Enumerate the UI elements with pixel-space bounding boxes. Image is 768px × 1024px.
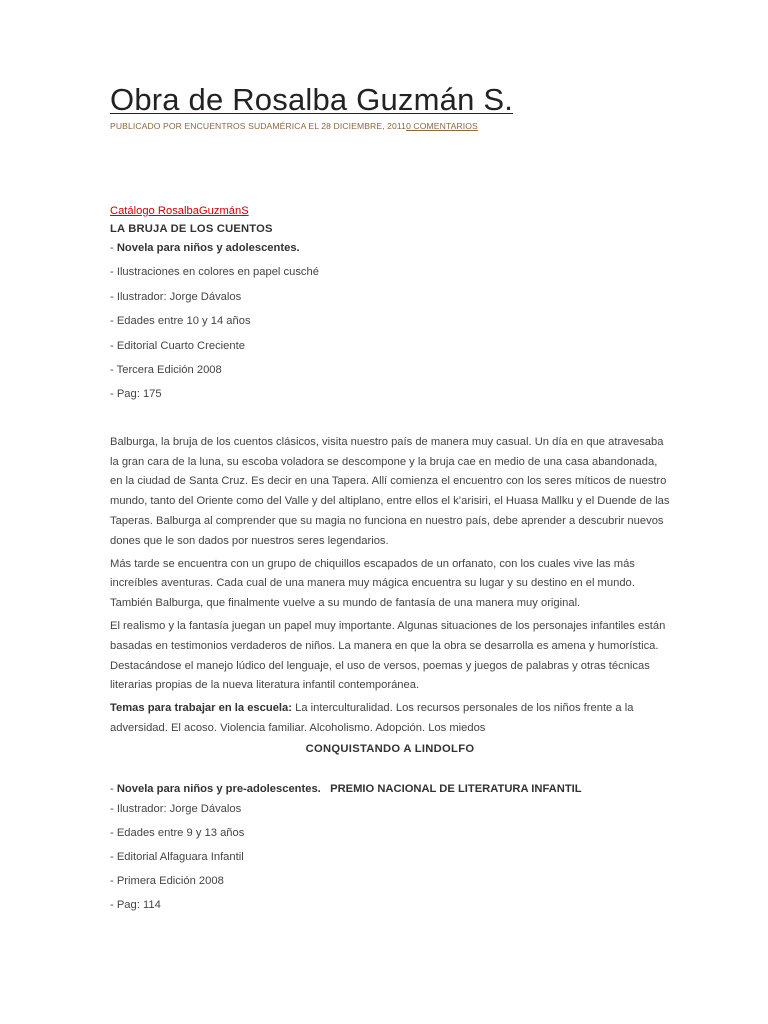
book-spec: - Pag: 114: [110, 899, 161, 912]
post-meta: [110, 121, 478, 131]
spacer: [110, 759, 670, 779]
book-title-1: LA BRUJA DE LOS CUENTOS: [110, 223, 273, 235]
book-spec: - Ilustrador: Jorge Dávalos: [110, 802, 242, 815]
book-title-2: CONQUISTANDO A LINDOLFO: [305, 742, 475, 755]
post-meta-text: PUBLICADO POR ENCUENTROS SUDAMÉRICA EL 28 DICIEMBRE, 2011: [110, 121, 407, 131]
post-body: [110, 203, 670, 920]
comments-link[interactable]: 0 COMENTARIOS: [406, 121, 478, 131]
book-spec: - Tercera Edición 2008: [110, 363, 222, 376]
book-spec: - Ilustrador: Jorge Dávalos: [110, 290, 242, 303]
themes-label: Temas para trabajar en la escuela:: [110, 702, 292, 715]
book-spec: - Primera Edición 2008: [110, 875, 224, 888]
book-spec: - Pag: 175: [110, 388, 162, 401]
spacer: [110, 409, 670, 433]
book-genre-2: [110, 779, 670, 799]
genre-text: Novela para niños y adolescentes.: [116, 242, 300, 254]
catalog-link[interactable]: Catálogo RosalbaGuzmánS: [110, 205, 249, 217]
synopsis-paragraph: Más tarde se encuentra con un grupo de chiquillos escapados de un orfanato, con los cuales vive las más increíbles aventuras. Cada cual de una manera muy mágica encuentra su lugar y su destino en el mundo. También Balburga, que finalmente vuelve a su mundo de fantasía de una manera muy original.: [110, 557, 635, 610]
dash: -: [110, 242, 117, 254]
post-title[interactable]: Obra de Rosalba Guzmán S.: [110, 82, 514, 117]
synopsis-paragraph: Balburga, la bruja de los cuentos clásicos, visita nuestro país de manera muy casual. Un día en que atravesaba la gran cara de la luna, su escoba voladora se descompone y la bruja cae en medio de una casa abandonada, en la ciudad de Santa Cruz. Es decir en una Tapera. Allí comienza el encuentro con los seres míticos de nuestro mundo, tanto del Oriente como del Valle y del altiplano, entre ellos el k’arisiri, el Huasa Mallku y el Duende de las Taperas. Balburga al comprender que su magia no funciona en nuestro país, debe aprender a descubrir nuevos dones que le son dados por nuestros seres legendarios.: [110, 435, 670, 547]
dash: -: [110, 782, 117, 795]
synopsis-paragraph: El realismo y la fantasía juegan un papel muy importante. Algunas situaciones de los personajes infantiles están basadas en testimonios verdaderos de niños. La manera en que la obra se desarrolla es amena y humorística. Destacándose el manejo lúdico del lenguaje, el uso de versos, poemas y juegos de palabras y otras técnicas literarias propias de la nueva literatura infantil contemporánea.: [110, 619, 666, 692]
book-spec: - Edades entre 10 y 14 años: [110, 315, 251, 328]
genre-text: Novela para niños y pre-adolescentes. PREMIO NACIONAL DE LITERATURA INFANTIL: [116, 782, 582, 795]
book-spec: - Edades entre 9 y 13 años: [110, 826, 245, 839]
book-spec: - Ilustraciones en colores en papel cusché: [110, 266, 319, 279]
book-spec: - Editorial Cuarto Creciente: [110, 339, 245, 352]
themes-paragraph: [110, 699, 670, 739]
themes-text: La interculturalidad. Los recursos personales de los niños frente a la adversidad. El acoso. Violencia familiar. Alcoholismo. Adopción. Los miedos: [110, 702, 634, 734]
book-genre-1: [110, 238, 670, 262]
book-spec: - Editorial Alfaguara Infantil: [110, 851, 244, 864]
